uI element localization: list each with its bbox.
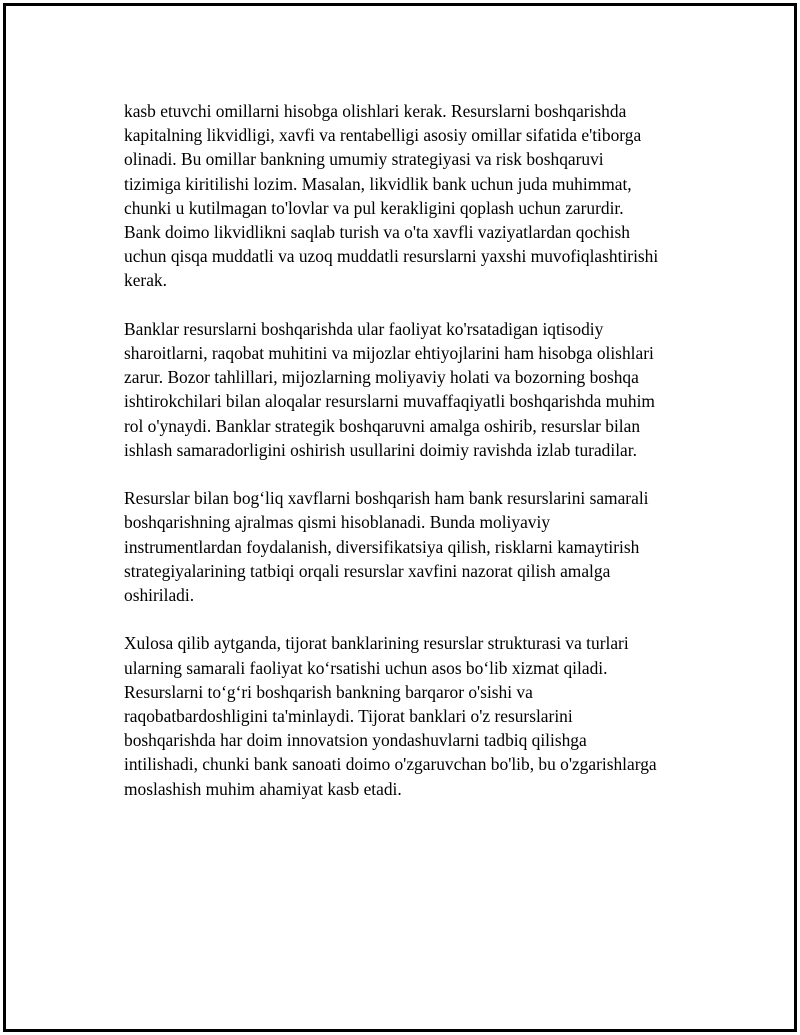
text-line: moslashish muhim ahamiyat kasb etadi.	[124, 778, 402, 799]
text-line: ishtirokchilari bilan aloqalar resurslarni muvaffaqiyatli boshqarishda muhim	[124, 391, 655, 412]
text-line: kasb etuvchi omillarni hisobga olishlari kerak. Resurslarni boshqarishda	[124, 101, 627, 121]
text-line: tizimiga kiritilishi lozim. Masalan, likvidlik bank uchun juda muhimmat,	[124, 173, 632, 194]
text-line: ularning samarali faoliyat ko‘rsatishi uchun asos bo‘lib xizmat qiladi.	[124, 657, 608, 678]
text-line: strategiyalarining tatbiqi orqali resurslar xavfini nazorat qilish amalga	[124, 560, 611, 581]
text-line: Banklar resurslarni boshqarishda ular faoliyat ko'rsatadigan iqtisodiy	[124, 318, 604, 339]
text-line: uchun qisqa muddatli va uzoq muddatli resurslarni yaxshi muvofiqlashtirishi	[124, 246, 659, 267]
text-line: sharoitlarni, raqobat muhitini va mijozlar ehtiyojlarini ham hisobga olishlari	[124, 343, 654, 364]
document-body	[124, 99, 699, 825]
text-line: intilishadi, chunki bank sanoati doimo o'zgaruvchan bo'lib, bu o'zgarishlarga	[124, 754, 657, 775]
paragraph-resource-factors	[124, 99, 699, 293]
page-frame	[3, 3, 797, 1032]
paragraph-conclusion	[124, 631, 699, 800]
text-line: Bank doimo likvidlikni saqlab turish va o'ta xavfli vaziyatlardan qochish	[124, 222, 630, 243]
text-line: instrumentlardan foydalanish, diversifikatsiya qilish, risklarni kamaytirish	[124, 536, 640, 557]
text-line: olinadi. Bu omillar bankning umumiy strategiyasi va risk boshqaruvi	[124, 149, 604, 170]
text-line: kerak.	[124, 270, 167, 291]
text-line: oshiriladi.	[124, 585, 195, 606]
text-line: rol o'ynaydi. Banklar strategik boshqaruvni amalga oshirib, resurslar bilan	[124, 415, 641, 436]
text-line: boshqarishda har doim innovatsion yondashuvlarni tadbiq qilishga	[124, 730, 587, 751]
text-line: zarur. Bozor tahlillari, mijozlarning moliyaviy holati va bozorning boshqa	[124, 367, 639, 388]
text-line: Resurslar bilan bog‘liq xavflarni boshqarish ham bank resurslarini samarali	[124, 488, 649, 509]
paragraph-risk-management	[124, 486, 699, 607]
text-line: boshqarishning ajralmas qismi hisoblanadi. Bunda moliyaviy	[124, 512, 551, 533]
text-line: Resurslarni to‘g‘ri boshqarish bankning barqaror o'sishi va	[124, 681, 533, 702]
text-line: chunki u kutilmagan to'lovlar va pul kerakligini qoplash uchun zarurdir.	[124, 197, 624, 218]
text-line: raqobatbardoshligini ta'minlaydi. Tijorat banklari o'z resurslarini	[124, 706, 573, 727]
text-line: Xulosa qilib aytganda, tijorat banklarining resurslar strukturasi va turlari	[124, 633, 629, 654]
text-line: ishlash samaradorligini oshirish usullarini doimiy ravishda izlab turadilar.	[124, 439, 637, 460]
paragraph-economic-conditions	[124, 317, 699, 462]
text-line: kapitalning likvidligi, xavfi va rentabelligi asosiy omillar sifatida e'tiborga	[124, 125, 642, 146]
